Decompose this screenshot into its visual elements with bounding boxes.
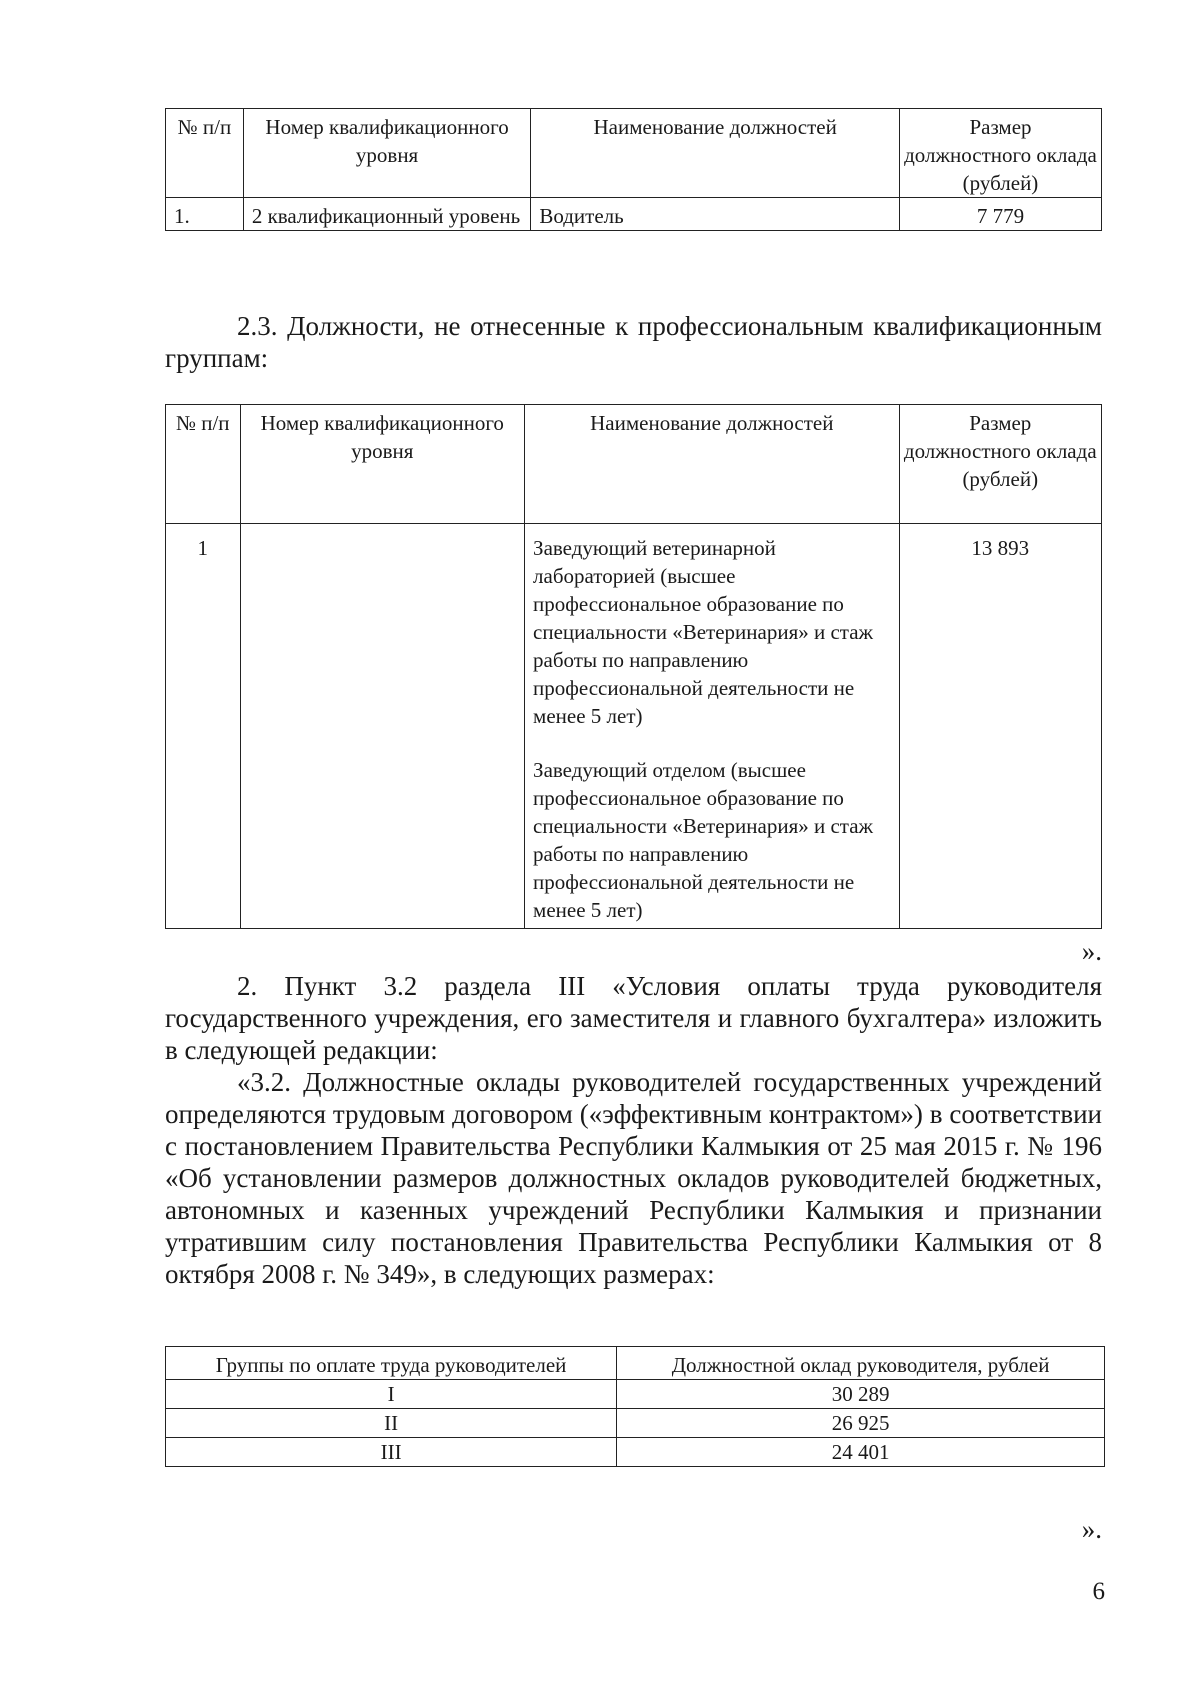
cell-salary: 24 401 [617,1438,1105,1467]
table-row [166,1438,1105,1467]
table-row [166,198,1102,231]
position-lab-head: Заведующий ветеринарной лабораторией (высшее профессиональное образование по специальности «Ветеринария» и стаж работы по направлению профессиональной деятельности не менее 5 лет) [533,536,874,728]
table-manager-salary [165,1346,1105,1467]
cell-level: 2 квалификационный уровень [243,198,531,231]
cell-salary: 13 893 [899,524,1101,929]
section-2-3-heading: 2.3. Должности, не отнесенные к профессиональным квалификационным группам: [165,311,1102,373]
table-row [166,524,1102,929]
cell-salary: 26 925 [617,1409,1105,1438]
table-header-row [166,405,1102,524]
cell-position: Водитель [531,198,900,231]
closing-quote: ». [1081,936,1102,966]
cell-salary: 7 779 [900,198,1102,231]
position-dept-head: Заведующий отделом (высшее профессиональное образование по специальности «Ветеринария» и стаж работы по направлению профессиональной деятельности не менее 5 лет) [533,758,874,922]
cell-group: II [166,1409,617,1438]
header-salary: Размер должностного оклада (рублей) [900,109,1102,198]
header-num: № п/п [166,109,244,198]
table-qualification-driver [165,108,1102,231]
table-row [166,1380,1105,1409]
table-row [166,1409,1105,1438]
cell-salary: 30 289 [617,1380,1105,1409]
cell-num: 1. [166,198,244,231]
page-number: 6 [1092,1578,1105,1605]
cell-level [240,524,525,929]
cell-group: I [166,1380,617,1409]
header-group: Группы по оплате труда руководителей [166,1347,617,1380]
header-salary: Размер должностного оклада (рублей) [899,405,1101,524]
header-num: № п/п [166,405,241,524]
item-2-paragraph: 2. Пункт 3.2 раздела III «Условия оплаты труда руководителя государственного учреждения, его заместителя и главного бухгалтера» изложить в следующей редакции: [165,971,1102,1065]
header-position: Наименование должностей [525,405,899,524]
cell-positions [525,524,899,929]
header-level: Номер квалификационного уровня [240,405,525,524]
cell-group: III [166,1438,617,1467]
table-header-row [166,1347,1105,1380]
table-non-professional-positions [165,404,1102,929]
closing-quote: ». [1081,1514,1102,1544]
cell-num: 1 [166,524,241,929]
header-position: Наименование должностей [531,109,900,198]
header-salary: Должностной оклад руководителя, рублей [617,1347,1105,1380]
header-level: Номер квалификационного уровня [243,109,531,198]
table-header-row [166,109,1102,198]
item-2-quote-paragraph: «3.2. Должностные оклады руководителей государственных учреждений определяются трудовым договором («эффективным контрактом») в соответствии с постановлением Правительства Республики Калмыкия от 25 мая 2015 г. № 196 «Об установлении размеров должностных окладов руководителей бюджетных, автономных и казенных учреждений Республики Калмыкия и признании утратившим силу постановления Правительства Республики Калмыкия от 8 октября 2008 г. № 349», в следующих размерах: [165,1067,1102,1289]
